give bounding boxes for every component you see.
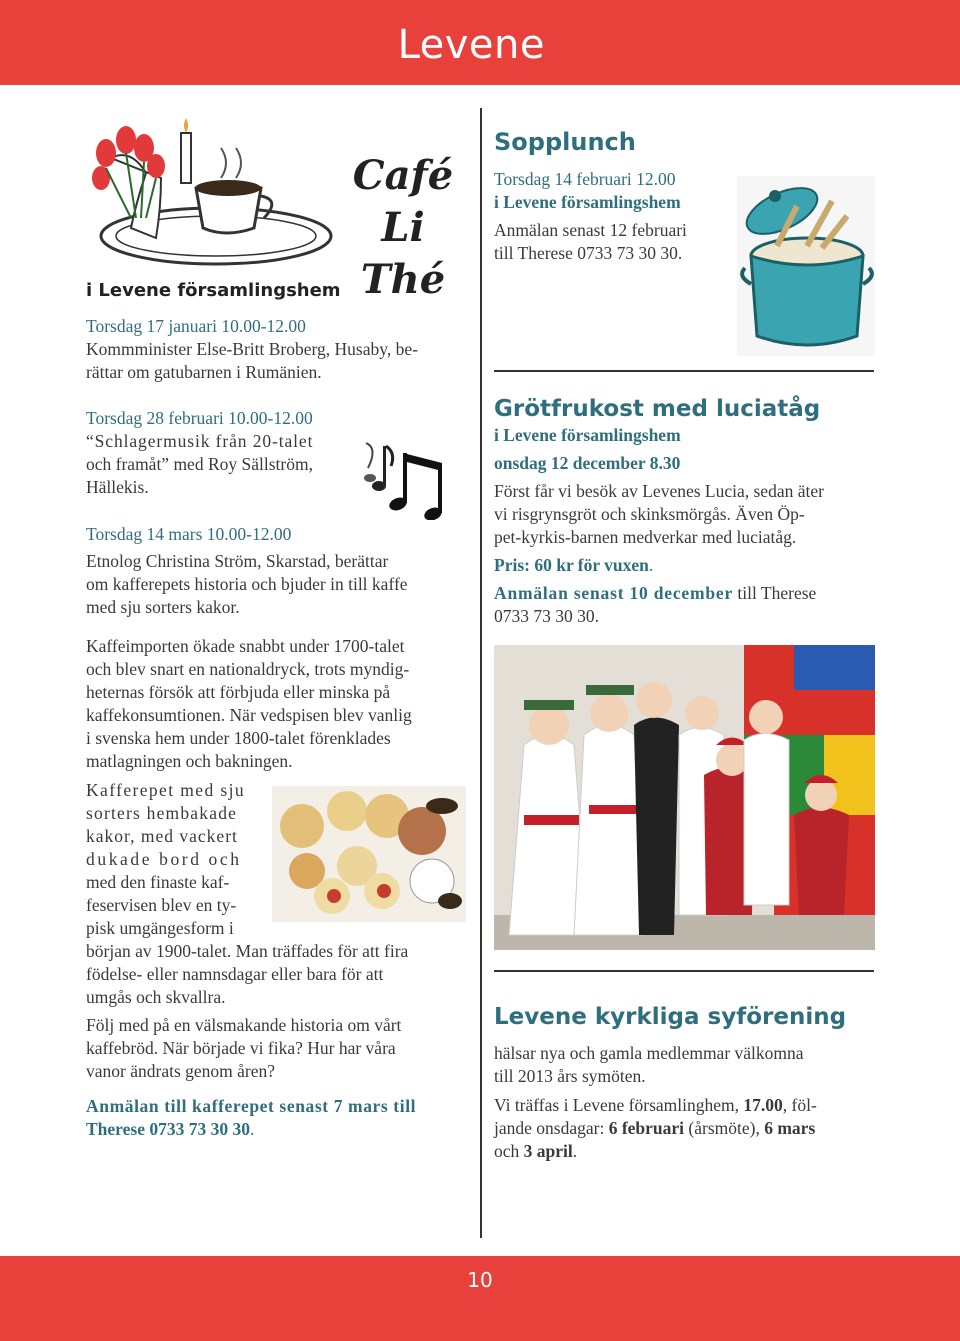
wrap-line: umgås och skvallra. bbox=[86, 987, 226, 1007]
syforening-meet-text: och bbox=[494, 1141, 524, 1161]
wrap-line: början av 1900-talet. Man träffades för att fira bbox=[86, 941, 409, 961]
event-desc-line: Hällekis. bbox=[86, 477, 149, 497]
history-line: Kaffeimporten ökade snabbt under 1700-talet bbox=[86, 636, 405, 656]
grotfrukost-signup: Anmälan senast 10 december bbox=[494, 583, 734, 603]
wrap-line: Kafferepet med sju bbox=[86, 780, 245, 800]
music-notes-image bbox=[358, 438, 466, 520]
event-desc-line: och framåt” med Roy Sällström, bbox=[86, 454, 313, 474]
cafe-wrap-continued bbox=[86, 940, 466, 1009]
sopplunch-signup-line: till Therese 0733 73 30 30. bbox=[494, 243, 683, 263]
event-date: Torsdag 28 februari 10.00-12.00 bbox=[86, 408, 313, 428]
event-desc-line: med sju sorters kakor. bbox=[86, 597, 240, 617]
wrap-line: födelse- eller namnsdagar eller bara för att bbox=[86, 964, 384, 984]
sopplunch-heading: Sopplunch bbox=[494, 128, 636, 156]
sopplunch-signup-line: Anmälan senast 12 februari bbox=[494, 220, 687, 240]
syforening-intro-line: hälsar nya och gamla medlemmar välkomna bbox=[494, 1043, 804, 1063]
event-desc-line: “Schlagermusik från 20-talet bbox=[86, 431, 314, 451]
syforening-date: 6 februari bbox=[608, 1118, 685, 1138]
section-divider bbox=[494, 970, 874, 972]
syforening-meet-text: , föl- bbox=[782, 1095, 817, 1115]
grotfrukost-desc-line: vi risgrynsgröt och skinksmörgås. Även Öp- bbox=[494, 504, 805, 524]
wrap-line: feservisen blev en ty- bbox=[86, 895, 237, 915]
cafe-signup bbox=[86, 1095, 466, 1141]
cafe-invite bbox=[86, 1014, 466, 1083]
header-banner bbox=[0, 0, 960, 85]
cafe-logo-line1: Café bbox=[352, 152, 454, 199]
syforening-date: 6 mars bbox=[764, 1118, 816, 1138]
sopplunch-details bbox=[494, 168, 734, 265]
cafe-event-1 bbox=[86, 315, 466, 384]
sopplunch-venue: i Levene församlingshem bbox=[494, 192, 681, 212]
history-line: matlagningen och bakningen. bbox=[86, 751, 293, 771]
invite-line: vanor ändrats genom åren? bbox=[86, 1061, 276, 1081]
signup-period: . bbox=[249, 1119, 255, 1139]
grotfrukost-desc-line: Först får vi besök av Levenes Lucia, sedan äter bbox=[494, 481, 824, 501]
lucia-photo bbox=[494, 645, 875, 950]
grotfrukost-heading: Grötfrukost med luciatåg bbox=[494, 396, 821, 422]
cafe-wrap-text bbox=[86, 779, 266, 940]
grotfrukost-signup-rest: till Therese bbox=[733, 583, 817, 603]
event-desc-line: Etnolog Christina Ström, Skarstad, berättar bbox=[86, 551, 389, 571]
syforening-meet-text: jande onsdagar: bbox=[494, 1118, 609, 1138]
syforening-meet-text: Vi träffas i Levene församlinghem, bbox=[494, 1095, 744, 1115]
page-number: 10 bbox=[467, 1268, 493, 1292]
event-desc-line: rättar om gatubarnen i Rumänien. bbox=[86, 362, 322, 382]
grotfrukost-phone: 0733 73 30 30. bbox=[494, 606, 599, 626]
soup-pot-illustration bbox=[737, 176, 875, 356]
wrap-line: kakor, med vackert bbox=[86, 826, 238, 846]
invite-line: Följ med på en välsmakande historia om vårt bbox=[86, 1015, 402, 1035]
wrap-line: med den finaste kaf- bbox=[86, 872, 230, 892]
history-line: kaffekonsumtionen. När vedspisen blev vanlig bbox=[86, 705, 412, 725]
footer-banner bbox=[0, 1256, 960, 1341]
cookies-photo bbox=[272, 786, 466, 922]
column-divider bbox=[480, 108, 482, 1238]
invite-line: kaffebröd. När började vi fika? Hur har våra bbox=[86, 1038, 396, 1058]
signup-phone: Therese 0733 73 30 30 bbox=[86, 1119, 250, 1139]
grotfrukost-price: Pris: 60 kr för vuxen bbox=[494, 555, 649, 575]
event-date: Torsdag 14 mars 10.00-12.00 bbox=[86, 524, 292, 544]
wrap-line: sorters hembakade bbox=[86, 803, 238, 823]
grotfrukost-desc-line: pet-kyrkis-barnen medverkar med luciatåg. bbox=[494, 527, 797, 547]
cafe-illustration bbox=[86, 108, 348, 273]
price-period: . bbox=[648, 555, 654, 575]
cafe-history bbox=[86, 635, 466, 773]
history-line: i svenska hem under 1800-talet förenklades bbox=[86, 728, 391, 748]
syforening-details bbox=[494, 1042, 876, 1163]
grotfrukost-details bbox=[494, 424, 876, 628]
grotfrukost-venue: i Levene församlingshem bbox=[494, 425, 681, 445]
wrap-line: pisk umgängesform i bbox=[86, 918, 234, 938]
syforening-date-note: (årsmöte), bbox=[684, 1118, 765, 1138]
syforening-period: . bbox=[572, 1141, 578, 1161]
event-desc-line: Kommminister Else-Britt Broberg, Husaby, be- bbox=[86, 339, 418, 359]
cafe-venue: i Levene församlingshem bbox=[86, 280, 341, 301]
event-desc-line: om kafferepets historia och bjuder in till kaffe bbox=[86, 574, 408, 594]
signup-line: Anmälan till kafferepet senast 7 mars till bbox=[86, 1096, 417, 1116]
event-date: Torsdag 17 januari 10.00-12.00 bbox=[86, 316, 306, 336]
grotfrukost-date: onsdag 12 december 8.30 bbox=[494, 453, 681, 473]
history-line: heternas försök att förbjuda eller minska på bbox=[86, 682, 391, 702]
syforening-meet-time: 17.00 bbox=[743, 1095, 783, 1115]
cafe-logo bbox=[348, 150, 458, 306]
syforening-date: 3 april bbox=[523, 1141, 573, 1161]
syforening-intro-line: till 2013 års symöten. bbox=[494, 1066, 646, 1086]
sopplunch-date: Torsdag 14 februari 12.00 bbox=[494, 169, 676, 189]
cafe-logo-line2: Li Thé bbox=[360, 204, 446, 303]
page-title: Levene bbox=[397, 22, 545, 68]
syforening-heading: Levene kyrkliga syförening bbox=[494, 1004, 847, 1030]
cafe-event-3 bbox=[86, 523, 466, 619]
section-divider bbox=[494, 370, 874, 372]
wrap-line: dukade bord och bbox=[86, 849, 242, 869]
history-line: och blev snart en nationaldryck, trots myndig- bbox=[86, 659, 410, 679]
